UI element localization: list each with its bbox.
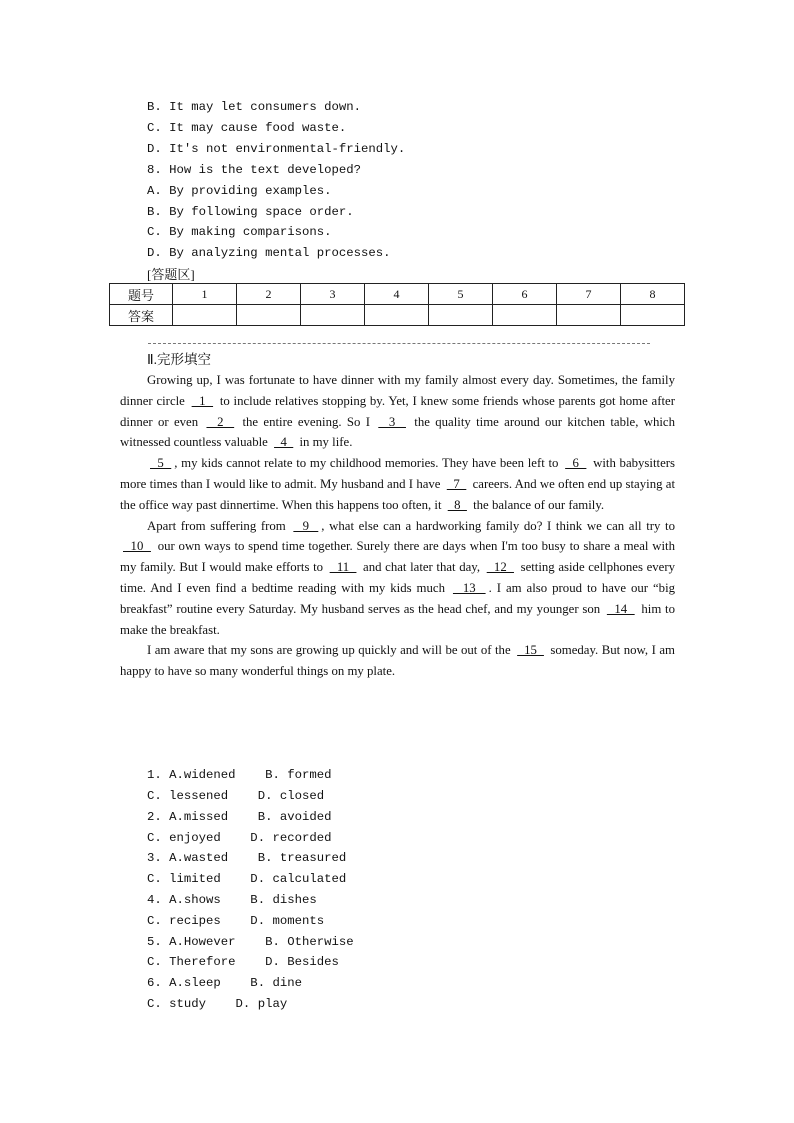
cloze-option-line: C. recipes D. moments	[147, 914, 325, 928]
blank-12[interactable]: 12	[486, 560, 514, 575]
answer-table-answer-row	[110, 305, 685, 326]
answer-header: 答案	[110, 305, 173, 326]
q8-stem: 8. How is the text developed?	[147, 163, 362, 177]
answer-cell[interactable]	[301, 305, 365, 326]
cloze-option-line: 2. A.missed B. avoided	[147, 810, 332, 824]
passage-text: I am aware that my sons are growing up quickly and will be out of the	[147, 643, 515, 658]
answer-cell[interactable]	[173, 305, 237, 326]
cloze-option-line: 5. A.However B. Otherwise	[147, 935, 354, 949]
answer-area-label: [答题区]	[147, 267, 195, 282]
cloze-option-line: C. limited D. calculated	[147, 872, 347, 886]
cloze-option-line: C. enjoyed D. recorded	[147, 831, 332, 845]
number-cell: 6	[493, 284, 557, 305]
q8-option-d: D. By analyzing mental processes.	[147, 246, 391, 260]
cloze-option-line: 1. A.widened B. formed	[147, 768, 332, 782]
number-cell: 7	[557, 284, 621, 305]
q8-option-c: C. By making comparisons.	[147, 225, 332, 239]
passage-text: setting aside cellphones every time. And I even find a bedtime reading with my kids much	[120, 560, 675, 595]
answer-cell[interactable]	[429, 305, 493, 326]
answer-cell[interactable]	[493, 305, 557, 326]
passage-text: Growing up, I was fortunate to have dinner with my family almost every day. Sometimes, the family dinner circle	[120, 373, 675, 408]
passage-text: the quality time around our kitchen table, which witnessed countless valuable	[120, 414, 676, 450]
q7-option-b: B. It may let consumers down.	[147, 100, 362, 114]
passage-paragraph-3	[120, 516, 675, 641]
blank-5[interactable]: 5	[150, 456, 172, 471]
number-cell: 1	[173, 284, 237, 305]
passage-text: , my kids cannot relate to my childhood memories. They have been left to	[174, 456, 563, 471]
passage-paragraph-4	[120, 640, 675, 682]
q7-option-d: D. It's not environmental-friendly.	[147, 142, 406, 156]
passage-text: in my life.	[296, 435, 353, 450]
section-title: Ⅱ.完形填空	[147, 352, 212, 367]
blank-9[interactable]: 9	[293, 518, 319, 533]
q7-option-c: C. It may cause food waste.	[147, 121, 347, 135]
passage-text: and chat later that day,	[359, 560, 484, 575]
q8-option-a: A. By providing examples.	[147, 184, 332, 198]
answer-table-number-row	[110, 284, 685, 305]
cloze-passage	[120, 370, 675, 682]
passage-text: our own ways to spend time together. Surely there are days when I'm too busy to share a meal with my family. But I would make efforts to	[120, 539, 675, 575]
number-cell: 3	[301, 284, 365, 305]
passage-paragraph-2	[120, 453, 675, 515]
blank-3[interactable]: 3	[378, 414, 406, 429]
passage-text: , what else can a hardworking family do? I think we can all try to	[321, 518, 675, 533]
passage-text: someday. But now, I am happy to have so many wonderful things on my plate.	[120, 643, 676, 679]
answer-cell[interactable]	[557, 305, 621, 326]
cloze-option-line: C. lessened D. closed	[147, 789, 325, 803]
blank-14[interactable]: 14	[606, 601, 635, 616]
passage-text: him to make the breakfast.	[120, 601, 676, 637]
answer-cell[interactable]	[237, 305, 301, 326]
blank-6[interactable]: 6	[565, 456, 587, 471]
blank-1[interactable]: 1	[191, 393, 214, 408]
blank-10[interactable]: 10	[123, 539, 151, 554]
number-cell: 4	[365, 284, 429, 305]
cloze-option-line: 6. A.sleep B. dine	[147, 976, 302, 990]
passage-paragraph-1	[120, 370, 675, 453]
blank-13[interactable]: 13	[452, 580, 486, 595]
passage-text: to include relatives stopping by. Yet, I knew some friends whose parents got home after dinner or even	[120, 393, 675, 429]
number-cell: 5	[429, 284, 493, 305]
cloze-option-line: 3. A.wasted B. treasured	[147, 851, 347, 865]
number-cell: 8	[621, 284, 685, 305]
passage-text: careers. And we often end up staying at the office way past dinnertime. When this happens too often, it	[120, 476, 676, 512]
answer-table	[109, 283, 685, 326]
answer-cell[interactable]	[365, 305, 429, 326]
blank-2[interactable]: 2	[206, 414, 235, 429]
cloze-option-line: C. study D. play	[147, 997, 288, 1011]
blank-7[interactable]: 7	[446, 476, 467, 491]
blank-11[interactable]: 11	[329, 560, 357, 575]
section-divider	[148, 343, 650, 344]
passage-text: with babysitters more times than I would like to admit. My husband and I have	[120, 456, 676, 491]
number-cell: 2	[237, 284, 301, 305]
cloze-option-line: C. Therefore D. Besides	[147, 955, 339, 969]
number-header: 题号	[110, 284, 173, 305]
passage-text: Apart from suffering from	[147, 518, 291, 533]
answer-cell[interactable]	[621, 305, 685, 326]
passage-text: the entire evening. So I	[237, 414, 376, 429]
blank-15[interactable]: 15	[517, 643, 544, 658]
passage-text: the balance of our family.	[469, 497, 605, 512]
q8-option-b: B. By following space order.	[147, 205, 354, 219]
blank-8[interactable]: 8	[447, 497, 467, 512]
passage-text: . I am also proud to have our “big breakfast” routine every Saturday. My husband serves as the head chef, and my younger son	[120, 580, 676, 616]
cloze-option-line: 4. A.shows B. dishes	[147, 893, 317, 907]
blank-4[interactable]: 4	[274, 435, 294, 450]
